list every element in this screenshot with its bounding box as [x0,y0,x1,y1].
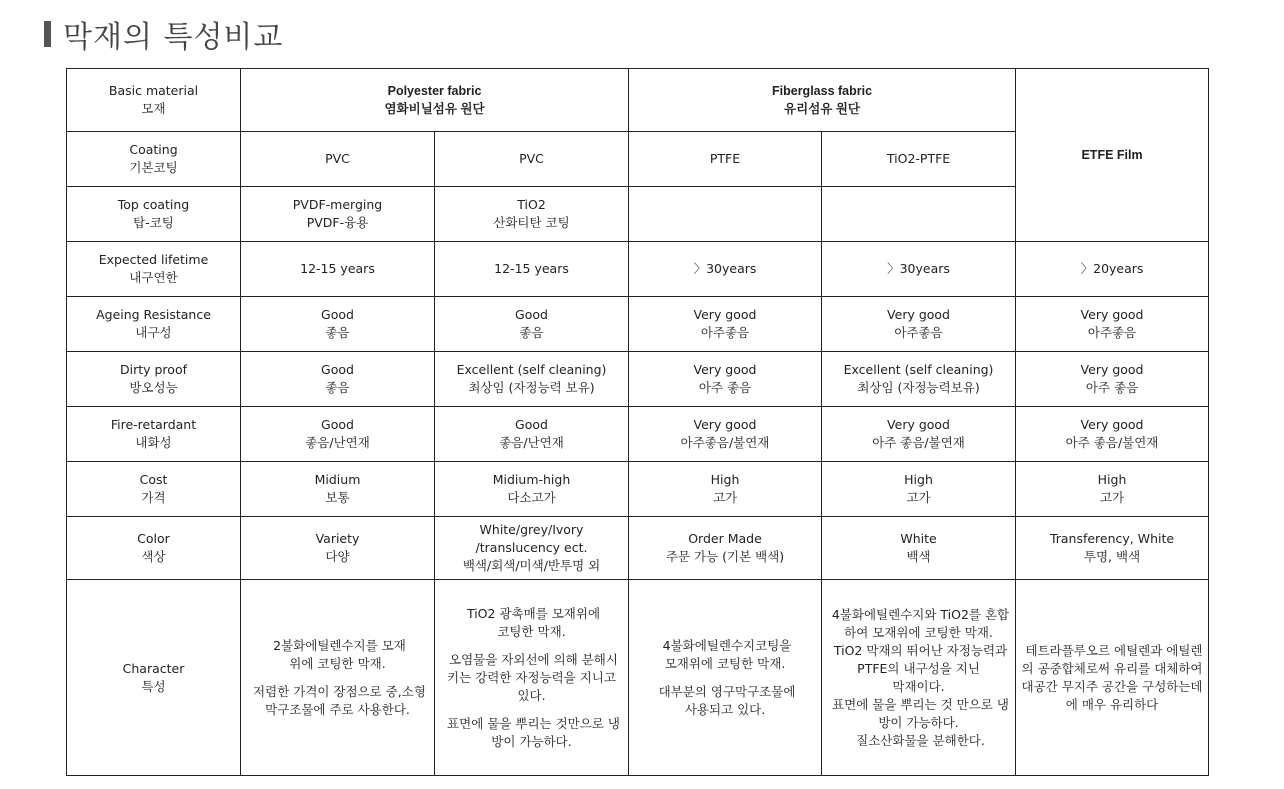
row-label-dirty-proof: Dirty proof 방오성능 [67,352,241,407]
table-cell: Very good 아주 좋음/불연재 [1016,407,1209,462]
table-row-dirty-proof [67,352,1209,407]
row-label-coating: Coating 기본코팅 [67,132,241,187]
table-cell: 〉30years [822,242,1016,297]
table-cell: High 고가 [1016,462,1209,517]
table-cell: Very good 아주 좋음/불연재 [822,407,1016,462]
table-cell: PVC [435,132,629,187]
table-cell: Very good 아주 좋음 [629,352,822,407]
title-marker-bar [44,21,51,47]
row-label-basic-material: Basic material 모재 [67,69,241,132]
table-cell: Very good 아주좋음 [1016,297,1209,352]
table-cell: Good 좋음/난연재 [241,407,435,462]
table-row-character [67,580,1209,776]
table-cell: Good 좋음 [241,297,435,352]
table-row-lifetime [67,242,1209,297]
table-row-basic-material [67,69,1209,132]
table-cell: 〉30years [629,242,822,297]
table-row-ageing [67,297,1209,352]
table-cell: 12-15 years [241,242,435,297]
header-fiberglass: Fiberglass fabric 유리섬유 원단 [629,69,1016,132]
table-cell: Good 좋음 [241,352,435,407]
table-row-fire-retardant [67,407,1209,462]
character-cell-tio2-ptfe: 4불화에틸렌수지와 TiO2를 혼합 하여 모재위에 코팅한 막재. TiO2 막재의 뛰어난 자정능력과 PTFE의 내구성을 지닌 막재이다. 표면에 물을 뿌리는 것 만으로 냉 방이 가능하다. 질소산화물을 분해한다. [822,580,1016,776]
table-cell: Good 좋음/난연재 [435,407,629,462]
table-cell: Transferency, White 투명, 백색 [1016,517,1209,580]
header-polyester: Polyester fabric 염화비닐섬유 원단 [241,69,629,132]
table-cell: PTFE [629,132,822,187]
table-row-cost [67,462,1209,517]
table-row-color [67,517,1209,580]
row-label-lifetime: Expected lifetime 내구연한 [67,242,241,297]
row-label-top-coating: Top coating 탑-코팅 [67,187,241,242]
character-cell-ptfe: 4불화에틸렌수지코팅을 모재위에 코팅한 막재. 대부분의 영구막구조물에 사용되고 있다. [629,580,822,776]
table-cell: Midium-high 다소고가 [435,462,629,517]
table-cell: White/grey/Ivory /translucency ect. 백색/회색/미색/반투명 외 [435,517,629,580]
table-cell: High 고가 [629,462,822,517]
table-cell: Variety 다양 [241,517,435,580]
table-cell: Order Made 주문 가능 (기본 백색) [629,517,822,580]
table-cell: 12-15 years [435,242,629,297]
table-cell-empty [822,187,1016,242]
table-cell: PVC [241,132,435,187]
character-cell-polyester-tio2: TiO2 광촉매를 모재위에 코팅한 막재. 오염물을 자외선에 의해 분해시 키는 강력한 자정능력을 지니고 있다. 표면에 물을 뿌리는 것만으로 냉 방이 가능하다. [435,580,629,776]
page-title [44,14,283,54]
table-cell: TiO2 산화티탄 코팅 [435,187,629,242]
table-cell: Very good 아주좋음 [822,297,1016,352]
table-cell: Excellent (self cleaning) 최상임 (자정능력 보유) [435,352,629,407]
table-cell: Very good 아주좋음/불연재 [629,407,822,462]
table-cell: Very good 아주 좋음 [1016,352,1209,407]
row-label-fire-retardant: Fire-retardant 내화성 [67,407,241,462]
table-cell: High 고가 [822,462,1016,517]
table-cell-empty [629,187,822,242]
table-cell: Excellent (self cleaning) 최상임 (자정능력보유) [822,352,1016,407]
table-cell: 〉20years [1016,242,1209,297]
row-label-character: Character 특성 [67,580,241,776]
table-cell: Good 좋음 [435,297,629,352]
table-cell: White 백색 [822,517,1016,580]
table-cell: Midium 보통 [241,462,435,517]
comparison-table [66,68,1209,776]
character-cell-polyester-pvdf: 2불화에틸렌수지를 모재 위에 코팅한 막재. 저렴한 가격이 장점으로 중,소형 막구조물에 주로 사용한다. [241,580,435,776]
row-label-ageing: Ageing Resistance 내구성 [67,297,241,352]
table-cell: Very good 아주좋음 [629,297,822,352]
table-cell: TiO2-PTFE [822,132,1016,187]
title-text: 막재의 특성비교 [63,20,284,55]
table-cell: PVDF-merging PVDF-융용 [241,187,435,242]
character-cell-etfe: 테트라플루오르 에틸렌과 에틸렌 의 공중합체로써 유리를 대체하여 대공간 무지주 공간을 구성하는데 에 매우 유리하다 [1016,580,1209,776]
header-etfe: ETFE Film [1016,69,1209,242]
row-label-color: Color 색상 [67,517,241,580]
row-label-cost: Cost 가격 [67,462,241,517]
